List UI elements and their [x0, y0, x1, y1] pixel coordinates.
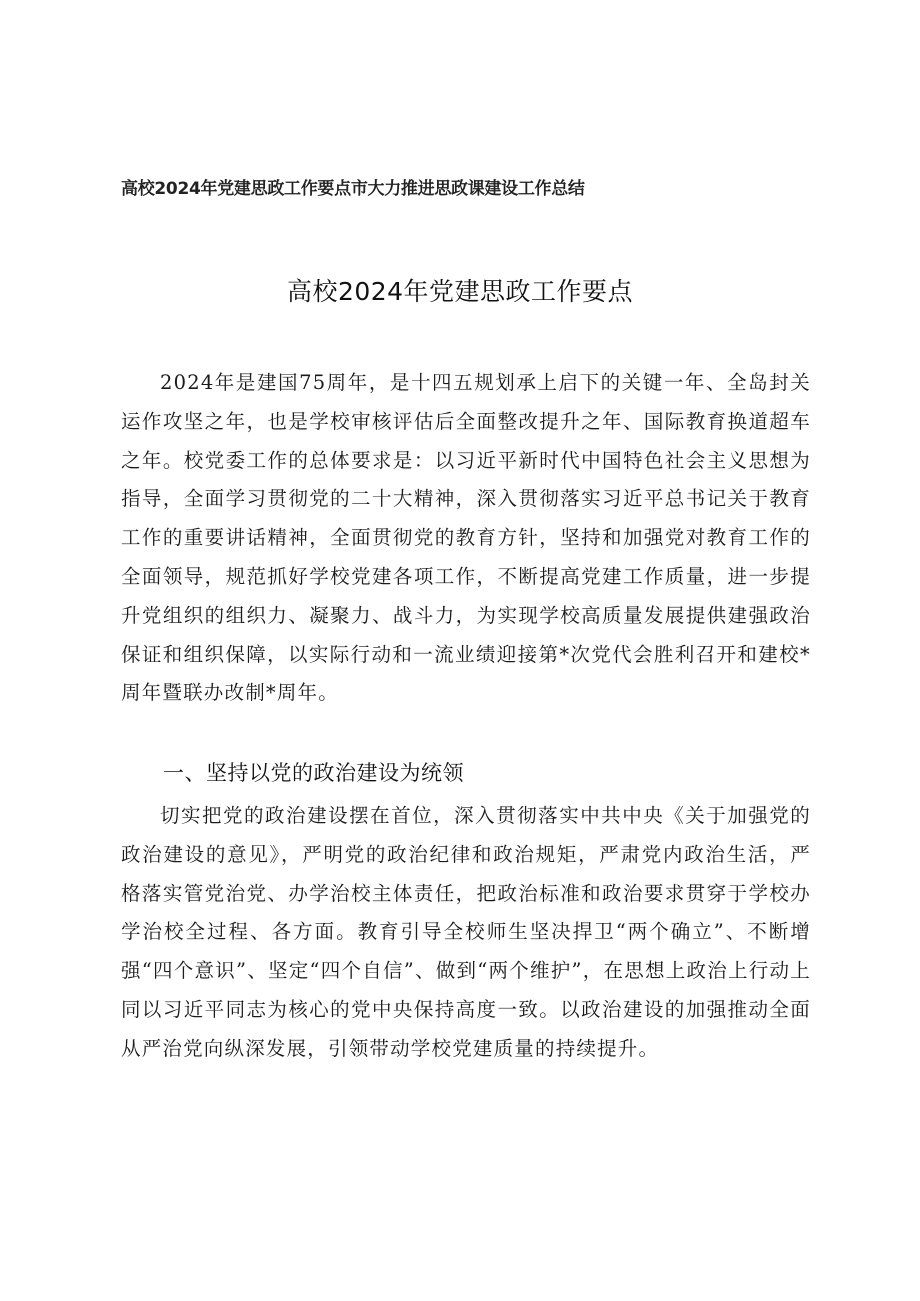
document-title: 高校2024年党建思政工作要点 — [286, 277, 634, 306]
document-header: 高校2024年党建思政工作要点市大力推进思政课建设工作总结 — [121, 179, 585, 199]
section-heading-1: 一、坚持以党的政治建设为统领 — [163, 761, 464, 785]
body-paragraph-2: 切实把党的政治建设摆在首位，深入贯彻落实中共中央《关于加强党的政治建设的意见》，严明党的政治纪律和政治规矩，严肃党内政治生活，严格落实管党治党、办学治校主体责任，把政治标准和政治要求贯穿于学校办学治校全过程、各方面。教育引导全校师生坚决捍卫“两个确立”、不断增强“四个意识”、坚定“四个自信”、做到“两个维护”，在思想上政治上行动上同以习近平同志为核心的党中央保持高度一致。以政治建设的加强推动全面从严治党向纵深发展，引领带动学校党建质量的持续提升。 — [121, 804, 811, 1060]
body-paragraph-1: 2024年是建国75周年，是十四五规划承上启下的关键一年、全岛封关运作攻坚之年，也是学校审核评估后全面整改提升之年、国际教育换道超车之年。校党委工作的总体要求是：以习近平新时代中国特色社会主义思想为指导，全面学习贯彻党的二十大精神，深入贯彻落实习近平总书记关于教育工作的重要讲话精神，全面贯彻党的教育方针，坚持和加强党对教育工作的全面领导，规范抓好学校党建各项工作，不断提高党建工作质量，进一步提升党组织的组织力、凝聚力、战斗力，为实现学校高质量发展提供建强政治保证和组织保障，以实际行动和一流业绩迎接第*次党代会胜利召开和建校*周年暨联办改制*周年。 — [121, 371, 811, 705]
